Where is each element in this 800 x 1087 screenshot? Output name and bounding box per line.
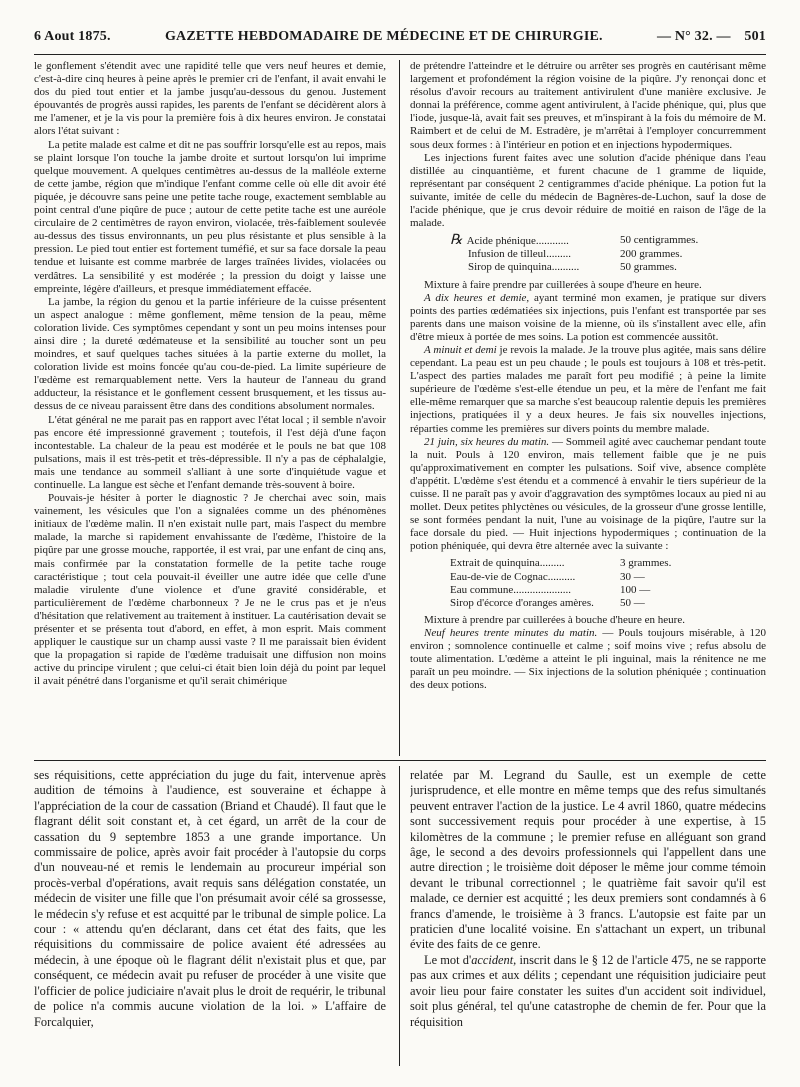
quantity: 50 centigrammes. xyxy=(620,234,699,247)
prescription-row xyxy=(450,557,730,570)
paragraph-text: , inscrit dans le § 12 de l'article 475, ne se rapporte pas aux crimes et aux délits ; cependant une réquisition judiciaire peut avoir lieu pour faire constater les suites d'un accident soit individuel, soit plus général, tel qu'une catastrophe de chemin de fer. Pour que la réquisition xyxy=(410,952,766,1029)
prescription-row xyxy=(450,261,730,274)
ingredient: Sirop d'écorce d'oranges amères. xyxy=(450,596,594,609)
prescription-1 xyxy=(450,234,766,274)
column-top-right xyxy=(410,60,766,758)
paragraph: le gonflement s'étendit avec une rapidité telle que vers neuf heures et demie, c'est-à-dire cinq heures à peine après le premier cri de l'enfant, il avait envahi le dos du pied tout entier et la jambe jusqu'au-dessous du genou. Justement épouvantés de progrès aussi rapides, les parents de l'enfant se décidèrent alors à me l'amener, et je la vis pour la première fois à dix heures environ. Je constatai alors l'état suivant : xyxy=(34,60,386,138)
paragraph: L'état général ne me parait pas en rapport avec l'état local ; il semble n'avoir pas encore été impressionné gravement ; toutefois, il l'est déjà d'une façon incontestable. La chaleur de la peau est modérée et le pouls ne bat que 108 pulsations, mais il est très-petit et très-dépressible. Il n'y a pas de céphalalgie, mais une tendance au sommeil s'alliant à une sorte d'inquiétude vague et continuelle. La langue est sèche et l'enfant demande très-souvent à boire. xyxy=(34,413,386,491)
page-number: 501 xyxy=(744,29,766,44)
paragraph: relatée par M. Legrand du Saulle, est un exemple de cette jurisprudence, et elle montre en même temps que des refus simultanés peuvent entraver l'action de la justice. Le 4 avril 1860, quatre médecins sont successivement requis pour procéder à une expertise, à 15 kilomètres de la commune ; le premier refuse en alléguant son grand âge, le second a des devoirs professionnels qui l'appellent dans une autre direction ; le troisième doit déposer le même jour comme témoin devant le tribunal correctionnel ; le quatrième fait savoir qu'il est malade, ce dernier est acquitté ; les deux premiers sont condamnés à 6 francs d'amende, le troisième à 3 francs. L'autopsie est faite par un praticien d'une localité voisine. En s'attachant un expert, un tribunal évite des faits de ce genre. xyxy=(410,768,766,952)
paragraph: Les injections furent faites avec une solution d'acide phénique dans l'eau distillée au cinquantième, et furent chacune de 1 gramme de liquide, représentant par conséquent 2 centigrammes d'acide phénique. La potion fut la suivante, imitée de celle du médecin de Bagnères-de-Luchon, sauf la dose de l'acide phénique, que je crus devoir réduire de moitié en raison de l'âge de la malade. xyxy=(410,151,766,230)
paragraph: La jambe, la région du genou et la partie inférieure de la cuisse présentent un aspect analogue : même gonflement, même tension de la peau, même coloration livide. Ces symptômes cependant y sont un peu moins intenses pour ainsi dire ; la dureté œdémateuse et la sensibilité au toucher sont un peu moindres, et sauf quelques taches situées à la partie externe du mollet, la coloration livide est moins foncée qu'au cou-de-pied. La limite supérieure de l'œdème est remarquablement nette. Vers la hauteur de l'anneau du grand adducteur, la résistance et le gonflement cessent brusquement, et les tissus au-dessus de ce niveau paraissent être dans des conditions absolument normales. xyxy=(34,295,386,413)
column-bottom-right xyxy=(410,768,766,1068)
time-heading: A minuit et demi xyxy=(424,343,497,356)
issue-number: — N° 32. — xyxy=(656,29,731,44)
column-top-left xyxy=(34,60,386,758)
paragraph xyxy=(410,436,766,554)
recipe-symbol: ℞ xyxy=(450,233,463,249)
paragraph xyxy=(410,344,766,436)
prescription-2 xyxy=(450,557,766,609)
ingredient: Infusion de tilleul......... xyxy=(468,248,571,261)
time-heading: A dix heures et demie, xyxy=(424,291,530,304)
quantity: 200 grammes. xyxy=(620,248,683,261)
page-header xyxy=(34,29,766,51)
paragraph-text: ayant terminé mon examen, je pratique sur divers points des parties œdématiées six injections, puis l'enfant est transportée par ses parents dans une maison voisine de la mienne, où ils s'installent avec elle, afin d'être mieux à portée de mes soins. La potion est commencée aussitôt. xyxy=(410,291,766,343)
ingredient: Extrait de quinquina......... xyxy=(450,557,565,570)
quantity: 30 — xyxy=(620,570,645,583)
paragraph: Mixture à faire prendre par cuillerées à soupe d'heure en heure. xyxy=(424,278,702,291)
prescription-row xyxy=(450,597,730,610)
paragraph xyxy=(410,953,766,1030)
paragraph xyxy=(410,627,766,692)
paragraph: ses réquisitions, cette appréciation du juge du fait, intervenue après audition de témoins à l'audience, est souveraine et échappe à l'appréciation de la cour de cassation (Briand et Chaudé). Il faut que le flagrant délit soit constant et, à cet égard, un arrêt de la cour de cassation du 9 septembre 1853 a une grande importance. Un commissaire de police, après avoir fait procéder à l'autopsie du corps d'un nouveau-né et remis le lendemain au procureur impérial son procès-verbal d'opérations, avait requis sans délégation constatée, un médecin de visiter une fille que l'on présumait avoir célé sa grossesse, le médecin s'y refuse et est acquitté par le tribunal de simple police. La cour : « attendu qu'en déclarant, dans cet état des faits, que les réquisitions du commissaire de police avaient été adressées au médecin, à une époque où le flagrant délit n'existait plus et que, par conséquent, ce médecin avait pu refuser de procéder à une visite que l'officier de police judiciaire n'avait plus le droit de requérir, le tribunal de police n'a commis aucune violation de la loi. » L'affaire de Forcalquier, xyxy=(34,768,386,1029)
quantity: 3 grammes. xyxy=(620,557,672,570)
time-heading: 21 juin, six heures du matin. xyxy=(424,435,550,448)
quantity: 100 — xyxy=(620,583,651,596)
paragraph: Pouvais-je hésiter à porter le diagnostic ? Je cherchai avec soin, mais vainement, les vésicules que l'on a signalées comme un des phénomènes initiaux de l'œdème malin. Il n'en existait nulle part, mais l'aspect du membre malade, la marche si rapidement envahissante de l'œdème, l'histoire de la piqûre par une grosse mouche, rapportée, il est vrai, par une enfant de cinq ans, mais confirmée par la constatation formelle de la petite tache rouge caractéristique ; tout cela pouvait-il éveiller une autre idée que celle d'une maladie virulente d'une violence et d'une gravité considérable, et particulièrement de l'œdème charbonneux ? Je ne le crus pas et je n'eus d'hésitation que relativement au traitement à instituer. La cautérisation devait se présenter et se présenta tout d'abord, en effet, à mon esprit. Mais comment appliquer le caustique sur un champ aussi vaste ? Il me paraissait bien évident que la propagation si rapide de l'œdème traduisait une diffusion non moins active du principe virulent ; que celui-ci était bien loin déjà du point par lequel il avait pénétré dans l'organisme et qu'il serait chimérique xyxy=(34,492,386,688)
paragraph-text: — Sommeil agité avec cauchemar pendant toute la nuit. Pouls à 120 environ, mais tellement faible que je ne puis qu'approximativement en compter les pulsations. Soif vive, absence complète d'appétit. L'œdème s'est étendu et a commencé à envahir le tiers supérieur de la cuisse. Il ne paraît pas y avoir d'aggravation des symptômes locaux au pied ni au mollet. Deux petites phlyctènes ou vésicules, de la grosseur d'une grosse lentille, se sont formées pendant la nuit, l'une au voisinage de la piqûre, l'autre sur la face dorsale du pied. — Huit injections hypodermiques ; continuation de la potion phéniquée, qui devra être alternée avec la suivante : xyxy=(410,435,766,553)
ingredient: Eau commune..................... xyxy=(450,583,571,596)
header-rule xyxy=(34,54,766,55)
ingredient: Sirop de quinquina.......... xyxy=(468,261,580,274)
prescription-row xyxy=(450,248,730,261)
emphasized-word: accident xyxy=(471,952,514,967)
prescription-row xyxy=(450,584,730,597)
paragraph: La petite malade est calme et dit ne pas souffrir lorsqu'elle est au repos, mais se plaint lorsque l'on touche la jambe droite et surtout lorsqu'on lui imprime quelque mouvement. A quelques centimètres au-dessus de la malléole externe de cette jambe, région que m'indique l'enfant comme celle où elle dit avoir été piquée, je découvre sans peine une petite tache rouge, exactement semblable au point central d'une piqûre de puce ; autour de cette petite tache est une auréole circulaire de 2 centimètres de rayon environ, violacée, très-faiblement soulevée au-dessus des tissus environnants, un peu plus résistante et plus sensible à la pression. Le pied tout entier est fortement tuméfié, et sur sa face dorsale la peau tendue et luisante est comme marbrée de larges traînées livides, violacées ou verdâtres. La sensibilité y est modérée ; la pression du doigt y laisse une empreinte, légère d'ailleurs, et presque immédiatement effacée. xyxy=(34,138,386,295)
paragraph: de prétendre l'atteindre et le détruire ou arrêter ses progrès en cautérisant même largement et profondément la région voisine de la piqûre. J'y renonçai donc et résolus d'avoir recours au traitement antivirulent d'une manière exclusive. Je donnai la préférence, comme agent antivirulent, à l'acide phénique, qui, plus que l'iode, jusque-là, avait fait ses preuves, et m'inspirant à la fois du mémoire de M. Raimbert et de celui de M. Estradère, je m'arrêtai à l'employer concurremment sous deux formes : à l'intérieur en potion et en injections hypodermiques. xyxy=(410,60,766,151)
time-heading: Neuf heures trente minutes du matin. xyxy=(424,626,598,639)
issue-number-and-page xyxy=(657,29,766,45)
quantity: 50 grammes. xyxy=(620,261,677,274)
prescription-row xyxy=(450,234,730,248)
ingredient: Eau-de-vie de Cognac.......... xyxy=(450,570,576,583)
paragraph: Mixture à prendre par cuillerées à bouche d'heure en heure. xyxy=(424,613,685,626)
paragraph-text: je revois la malade. Je la trouve plus agitée, mais sans délire cependant. La peau est un peu chaude ; le pouls est toujours à 108 et très-petit. L'aspect des parties malades me paraît fort peu modifié ; à peine la limite supérieure de l'œdème s'est-elle étendue un peu, et la mère de l'enfant me fait elle-même remarquer que sa marche s'est beaucoup ralentie depuis les premières injections, pratiquées il y a deux heures. Je fais six nouvelles injections, réparties comme les premières sur divers points du membre malade. xyxy=(410,343,766,435)
journal-title: GAZETTE HEBDOMADAIRE DE MÉDECINE ET DE CHIRURGIE. xyxy=(164,29,603,44)
paragraph xyxy=(410,292,766,344)
column-bottom-left xyxy=(34,768,386,1068)
ingredient: Acide phénique............ xyxy=(466,235,569,248)
issue-date: 6 Aout 1875. xyxy=(34,29,111,44)
column-divider xyxy=(399,766,400,1066)
column-divider xyxy=(399,60,400,756)
section-rule xyxy=(34,760,766,761)
quantity: 50 — xyxy=(620,596,645,609)
prescription-row xyxy=(450,571,730,584)
paragraph-text: — Pouls toujours misérable, à 120 environ ; somnolence continuelle et calme ; soif moins vive ; refus absolu de toute alimentation. L'œdème a atteint le pli inguinal, mais la rénitence ne me paraît un peu moindre. — Six injections de la solution phéniquée ; continuation des deux potions. xyxy=(410,626,766,692)
paragraph-text: Le mot d' xyxy=(424,952,472,967)
